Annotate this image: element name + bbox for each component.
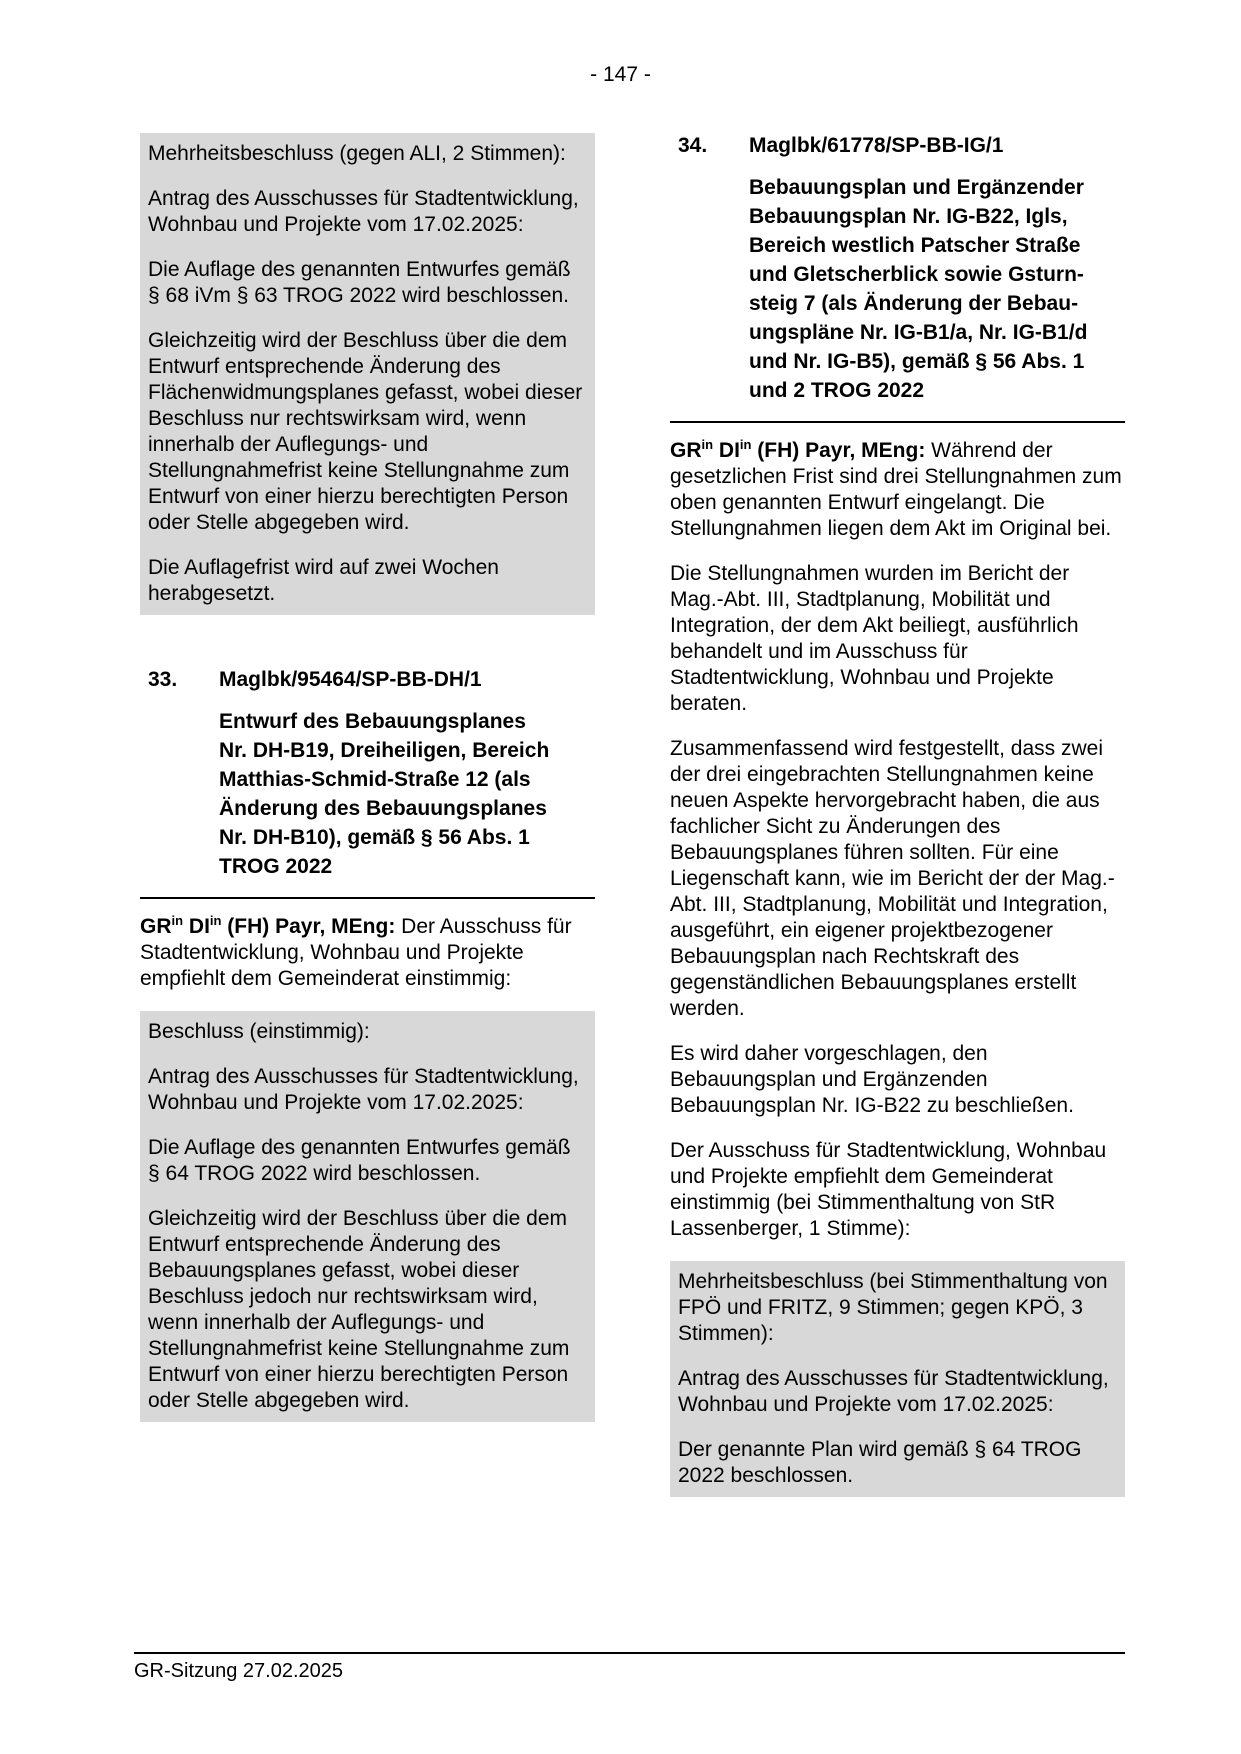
decision-paragraph: Die Auflage des genannten Entwurfes gemäß § 64 TROG 2022 wird beschlossen. [148, 1136, 571, 1185]
agenda-item-34-head [670, 133, 1125, 159]
agenda-item-34-title [749, 173, 1125, 405]
body-paragraph: Die Stellungnahmen wurden im Bericht der Mag.-Abt. III, Stadtplanung, Mobilität und Integration, der dem Akt beiliegt, ausführlich behandelt und im Ausschuss für Stadtentwicklung, Wohnbau und Projekte beraten. [670, 562, 1079, 715]
body-paragraph: Es wird daher vorgeschlagen, den Bebauungsplan und Ergänzenden Bebauungsplan Nr. IG-B22 zu beschließen. [670, 1042, 1074, 1117]
section-rule [140, 897, 595, 899]
footer-text: GR-Sitzung 27.02.2025 [134, 1660, 344, 1682]
title-line: und Nr. IG-B5), gemäß § 56 Abs. 1 [749, 350, 1085, 373]
decision-paragraph: Mehrheitsbeschluss (bei Stimmenthaltung von FPÖ und FRITZ, 9 Stimmen; gegen KPÖ, 3 Stimmen): [678, 1270, 1108, 1345]
item-number: 34. [678, 134, 708, 157]
decision-paragraph: Antrag des Ausschusses für Stadtentwicklung, Wohnbau und Projekte vom 17.02.2025: [148, 187, 579, 236]
title-line: Änderung des Bebauungsplanes [219, 797, 547, 820]
title-line: Bereich westlich Patscher Straße [749, 234, 1081, 257]
page-footer [134, 1652, 1125, 1684]
agenda-item-33-title [219, 707, 595, 881]
item-number: 33. [148, 668, 178, 691]
title-line: und 2 TROG 2022 [749, 379, 925, 402]
decision-paragraph: Gleichzeitig wird der Beschluss über die dem Entwurf entsprechende Änderung des Flächenwidmungsplanes gefasst, wobei dieser Beschluss nur rechtswirksam wird, wenn innerhalb der Auflegungs- und Stellungnahmefrist keine Stellungnahme zum Entwurf von einer hierzu berechtigten Person oder Stelle abgegeben wird. [148, 329, 583, 534]
item-reference: Maglbk/95464/SP-BB-DH/1 [219, 668, 482, 691]
speaker-paragraph [670, 438, 1125, 542]
decision-block-33 [140, 1011, 595, 1422]
title-line: und Gletscherblick sowie Gsturn- [749, 263, 1084, 286]
report-paragraphs [670, 561, 1125, 1242]
decision-block-34 [670, 1261, 1125, 1497]
superscript: in [171, 913, 184, 928]
decision-paragraph: Der genannte Plan wird gemäß § 64 TROG 2022 beschlossen. [678, 1438, 1082, 1487]
title-line: steig 7 (als Änderung der Bebau- [749, 292, 1079, 315]
decision-paragraph: Die Auflagefrist wird auf zwei Wochen herabgesetzt. [148, 556, 499, 605]
speaker-name: $GR^{in}$ $DI^{in}$ (FH) Payr, MEng: [140, 913, 396, 938]
item-reference: Maglbk/61778/SP-BB-IG/1 [749, 134, 1004, 157]
superscript: in [701, 437, 714, 452]
decision-paragraph: Antrag des Ausschusses für Stadtentwicklung, Wohnbau und Projekte vom 17.02.2025: [678, 1367, 1109, 1416]
left-column [140, 133, 595, 1516]
speaker-statement: Während der gesetzlichen Frist sind drei Stellungnahmen zum oben genannten Entwurf eingelangt. Die Stellungnahmen liegen dem Akt im Original bei. [670, 439, 1122, 540]
superscript: in [209, 913, 222, 928]
decision-paragraph: Mehrheitsbeschluss (gegen ALI, 2 Stimmen): [148, 142, 566, 165]
superscript: in [739, 437, 752, 452]
decision-block-carryover [140, 133, 595, 615]
title-line: Nr. DH-B10), gemäß § 56 Abs. 1 [219, 826, 530, 849]
two-column-layout [140, 133, 1125, 1516]
body-paragraph: Zusammenfassend wird festgestellt, dass zwei der drei eingebrachten Stellungnahmen keine neuen Aspekte hervorgebracht haben, die aus fachlicher Sicht zu Änderungen des Bebauungsplanes führen sollten. Für eine Liegenschaft kann, wie im Bericht der der Mag.-Abt. III, Stadtplanung, Mobilität und Integration, ausgeführt, ein eigener projektbezogener Bebauungsplan nach Rechtskraft des gegenständlichen Bebauungsplanes erstellt werden. [670, 737, 1115, 1020]
right-column [670, 133, 1125, 1516]
speaker-statement: Der Ausschuss für Stadtentwicklung, Wohnbau und Projekte empfiehlt dem Gemeinderat einstimmig: [140, 915, 572, 990]
speaker-name: $GR^{in}$ $DI^{in}$ (FH) Payr, MEng: [670, 437, 926, 462]
title-line: Matthias-Schmid-Straße 12 (als [219, 768, 531, 791]
page-number: - 147 - [590, 63, 651, 86]
body-paragraph: Der Ausschuss für Stadtentwicklung, Wohnbau und Projekte empfiehlt dem Gemeinderat einstimmig (bei Stimmenthaltung von StR Lassenberger, 1 Stimme): [670, 1139, 1107, 1240]
title-line: Entwurf des Bebauungsplanes [219, 710, 526, 733]
speaker-paragraph [140, 914, 595, 992]
title-line: TROG 2022 [219, 855, 333, 878]
agenda-item-33-head [140, 667, 595, 693]
title-line: Bebauungsplan Nr. IG-B22, Igls, [749, 205, 1068, 228]
title-line: Bebauungsplan und Ergänzender [749, 176, 1084, 199]
decision-paragraph: Gleichzeitig wird der Beschluss über die dem Entwurf entsprechende Änderung des Bebauungsplanes gefasst, wobei dieser Beschluss jedoch nur rechtswirksam wird, wenn innerhalb der Auflegungs- und Stellungnahmefrist keine Stellungnahme zum Entwurf von einer hierzu berechtigten Person oder Stelle abgegeben wird. [148, 1207, 570, 1412]
decision-paragraph: Die Auflage des genannten Entwurfes gemäß § 68 iVm § 63 TROG 2022 wird beschlossen. [148, 258, 571, 307]
section-rule [670, 421, 1125, 423]
title-line: ungspläne Nr. IG-B1/a, Nr. IG-B1/d [749, 321, 1088, 344]
title-line: Nr. DH-B19, Dreiheiligen, Bereich [219, 739, 550, 762]
decision-paragraph: Beschluss (einstimmig): [148, 1020, 370, 1043]
decision-paragraph: Antrag des Ausschusses für Stadtentwicklung, Wohnbau und Projekte vom 17.02.2025: [148, 1065, 579, 1114]
